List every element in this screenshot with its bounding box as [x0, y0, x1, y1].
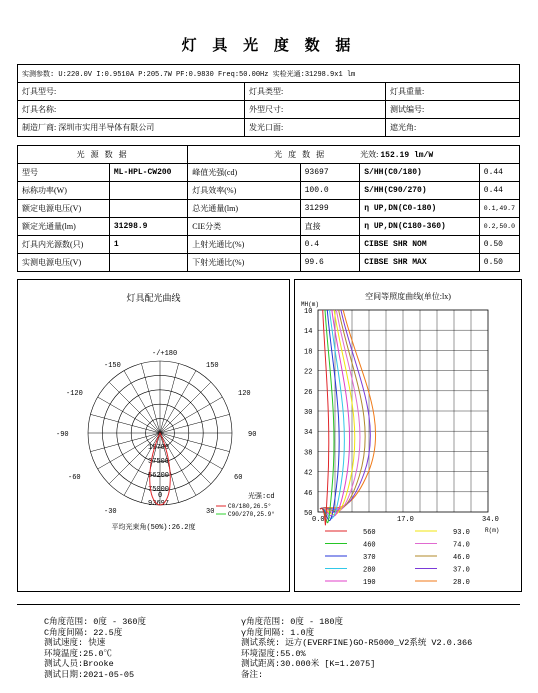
iso-x-unit: R(m)	[485, 527, 500, 534]
source-header: 光 源 数 据	[18, 146, 188, 164]
photometric-table	[17, 145, 520, 272]
footer-line: 备注:	[241, 669, 264, 680]
polar-spoke	[160, 433, 230, 452]
photometric-cell: η UP,DN(C0-180)	[360, 200, 480, 218]
iso-curve	[320, 310, 339, 521]
footer-line: 测试系统: 远方(EVERFINE)GO-R5000_V2系统 V2.0.366	[241, 638, 473, 648]
polar-ring-value: 37500	[148, 458, 170, 466]
info-lamp-model: 灯具型号:	[18, 83, 245, 101]
footer-line: 测试日期:2021-05-05	[44, 669, 135, 680]
iso-y-tick: 10	[304, 308, 313, 316]
info-lamp-name: 灯具名称:	[18, 101, 245, 119]
polar-angle-label: -90	[56, 431, 69, 439]
photometric-cell: 峰值光强(cd)	[188, 164, 300, 182]
info-lamp-weight: 灯具重量:	[386, 83, 520, 101]
polar-angle-label: 120	[238, 390, 251, 398]
iso-x-tick: 0.0	[312, 516, 325, 524]
photometric-cell: 1	[109, 236, 187, 254]
photometric-cell: S/HH(C90/270)	[360, 182, 480, 200]
photometric-cell: 0.2,50.0	[479, 218, 519, 236]
polar-spoke	[90, 414, 160, 433]
polar-ring-value: 18700	[148, 444, 170, 452]
iso-y-tick: 46	[304, 489, 313, 498]
polar-spoke	[124, 371, 160, 433]
photometric-row	[18, 200, 520, 218]
iso-legend-value: 370	[363, 554, 376, 562]
photometric-cell: 型号	[18, 164, 110, 182]
polar-legend-text: C90/270,25.9°	[228, 511, 275, 518]
info-dimensions: 外型尺寸:	[245, 101, 386, 119]
photometric-cell: 99.6	[300, 254, 360, 272]
photometric-cell: 实测电源电压(V)	[18, 254, 110, 272]
iso-legend-value: 560	[363, 529, 376, 537]
iso-legend-value: 460	[363, 541, 376, 550]
polar-spoke	[109, 382, 160, 433]
photometric-cell: 灯具内光源数(只)	[18, 236, 110, 254]
polar-panel	[17, 279, 290, 592]
photometric-cell: 0.50	[479, 254, 519, 272]
info-table	[17, 64, 520, 137]
photometric-cell: 31298.9	[109, 218, 187, 236]
photometric-row	[18, 164, 520, 182]
info-manufacturer: 制造厂商: 深圳市实用半导体有限公司	[18, 119, 245, 137]
efficacy-value: 152.19 lm/W	[380, 151, 434, 160]
polar-legend-title: 光强:cd	[248, 493, 275, 501]
photometric-cell: 灯具效率(%)	[188, 182, 300, 200]
iso-y-unit: MH(m)	[301, 301, 320, 308]
footer-line: γ角度间隔: 1.0度	[241, 627, 315, 638]
photometric-header-label: 光 度 数 据	[274, 150, 327, 159]
photometric-row	[18, 254, 520, 272]
footer-rule	[17, 604, 520, 605]
polar-spoke	[160, 414, 230, 433]
photometric-cell	[109, 200, 187, 218]
polar-ring-value: 75000	[148, 486, 170, 494]
photometric-cell: CIBSE SHR MAX	[360, 254, 480, 272]
photometric-header	[188, 146, 520, 164]
footer-line: 测试速度: 快速	[44, 638, 106, 648]
iso-legend-value: 93.0	[453, 529, 470, 537]
iso-y-tick: 26	[304, 388, 313, 397]
photometric-cell: 0.44	[479, 182, 519, 200]
footer-right	[241, 617, 472, 680]
iso-x-tick: 34.0	[482, 516, 499, 524]
photometric-cell	[109, 182, 187, 200]
iso-y-tick: 50	[304, 510, 313, 518]
photometric-cell: 总光通量(lm)	[188, 200, 300, 218]
iso-y-tick: 14	[304, 328, 313, 337]
polar-angle-label: -120	[66, 390, 83, 398]
iso-legend-value: 46.0	[453, 554, 470, 562]
isolux-title: 空间等照度曲线(单位:lx)	[365, 292, 451, 301]
iso-legend-value: 37.0	[453, 566, 470, 575]
info-test-no: 测试编号:	[386, 101, 520, 119]
polar-legend-text: C0/180,26.5°	[228, 503, 272, 510]
photometric-cell: 31299	[300, 200, 360, 218]
polar-angle-label: -150	[104, 362, 121, 370]
polar-ring-value: 56200	[148, 472, 170, 480]
beam-angle: 平均光束角(50%):26.2度	[111, 524, 196, 532]
footer-left	[44, 617, 146, 680]
polar-spoke	[160, 371, 196, 433]
polar-spoke	[160, 363, 179, 433]
photometric-cell: 0.44	[479, 164, 519, 182]
iso-legend-value: 190	[363, 579, 376, 587]
photometric-cell: 0.50	[479, 236, 519, 254]
polar-spoke	[98, 397, 160, 433]
iso-legend-value: 74.0	[453, 541, 470, 550]
polar-chart	[18, 280, 289, 591]
photometric-row	[18, 182, 520, 200]
iso-y-tick: 18	[304, 348, 313, 357]
footer-line: C角度范围: 0度 - 360度	[44, 617, 147, 627]
polar-angle-label: 90	[248, 431, 257, 439]
iso-y-tick: 38	[304, 449, 313, 458]
polar-ring-value: 93697	[148, 500, 170, 508]
footer-line: 测试距离:30.000米 [K=1.2075]	[241, 659, 376, 669]
iso-legend-value: 28.0	[453, 579, 470, 587]
photometric-cell: CIE分类	[188, 218, 300, 236]
photometric-cell: 直接	[300, 218, 360, 236]
info-lamp-type: 灯具类型:	[245, 83, 386, 101]
iso-y-tick: 42	[304, 469, 313, 478]
footer-line: γ角度范围: 0度 - 180度	[241, 617, 344, 627]
footer-line: 测试人员:Brooke	[44, 659, 114, 669]
polar-angle-label: 30	[206, 508, 215, 516]
photometric-cell: 下射光通比(%)	[188, 254, 300, 272]
polar-spoke	[160, 382, 211, 433]
photometric-cell: ML-HPL-CW200	[109, 164, 187, 182]
iso-legend-value: 280	[363, 566, 376, 575]
polar-angle-label: 0	[158, 492, 163, 500]
polar-angle-label: -60	[68, 474, 81, 482]
iso-y-tick: 30	[304, 409, 313, 417]
isolux-panel	[294, 279, 522, 592]
photometric-cell: 100.0	[300, 182, 360, 200]
photometric-cell: 93697	[300, 164, 360, 182]
photometric-cell: 0.1,49.7	[479, 200, 519, 218]
iso-curve	[320, 310, 355, 515]
footer-line: 环境湿度:55.0%	[241, 648, 306, 659]
photometric-cell: 额定电源电压(V)	[18, 200, 110, 218]
photometric-cell: 额定光通量(lm)	[18, 218, 110, 236]
polar-angle-label: 60	[234, 474, 243, 482]
photometric-row	[18, 236, 520, 254]
photometric-cell: CIBSE SHR NOM	[360, 236, 480, 254]
polar-angle-label: 150	[206, 362, 219, 370]
page-title: 灯 具 光 度 数 据	[181, 38, 357, 54]
polar-title: 灯具配光曲线	[126, 293, 181, 303]
photometric-cell: η UP,DN(C180-360)	[360, 218, 480, 236]
footer-line: C角度间隔: 22.5度	[44, 627, 123, 638]
photometric-cell: S/HH(C0/180)	[360, 164, 480, 182]
efficacy-label: 光效:	[360, 150, 379, 159]
isolux-chart	[295, 280, 521, 591]
iso-y-tick: 34	[304, 429, 313, 438]
iso-x-tick: 17.0	[397, 516, 414, 524]
photometric-cell: 标称功率(W)	[18, 182, 110, 200]
photometric-cell	[109, 254, 187, 272]
polar-spoke	[141, 363, 160, 433]
footer-line: 环境温度:25.0℃	[44, 648, 113, 659]
polar-angle-label: -30	[104, 508, 117, 516]
photometric-cell: 0.4	[300, 236, 360, 254]
measure-params: 实测参数: U:220.0V I:0.9510A P:205.7W PF:0.9830 Freq:50.00Hz 实检光通:31298.9x1 lm	[18, 65, 520, 83]
polar-angle-label: -/+180	[152, 350, 178, 358]
info-aperture: 发光口面:	[245, 119, 386, 137]
info-shield-angle: 遮光角:	[386, 119, 520, 137]
photometric-row	[18, 218, 520, 236]
iso-y-tick: 22	[304, 368, 313, 377]
polar-spoke	[160, 397, 222, 433]
photometric-cell: 上射光通比(%)	[188, 236, 300, 254]
